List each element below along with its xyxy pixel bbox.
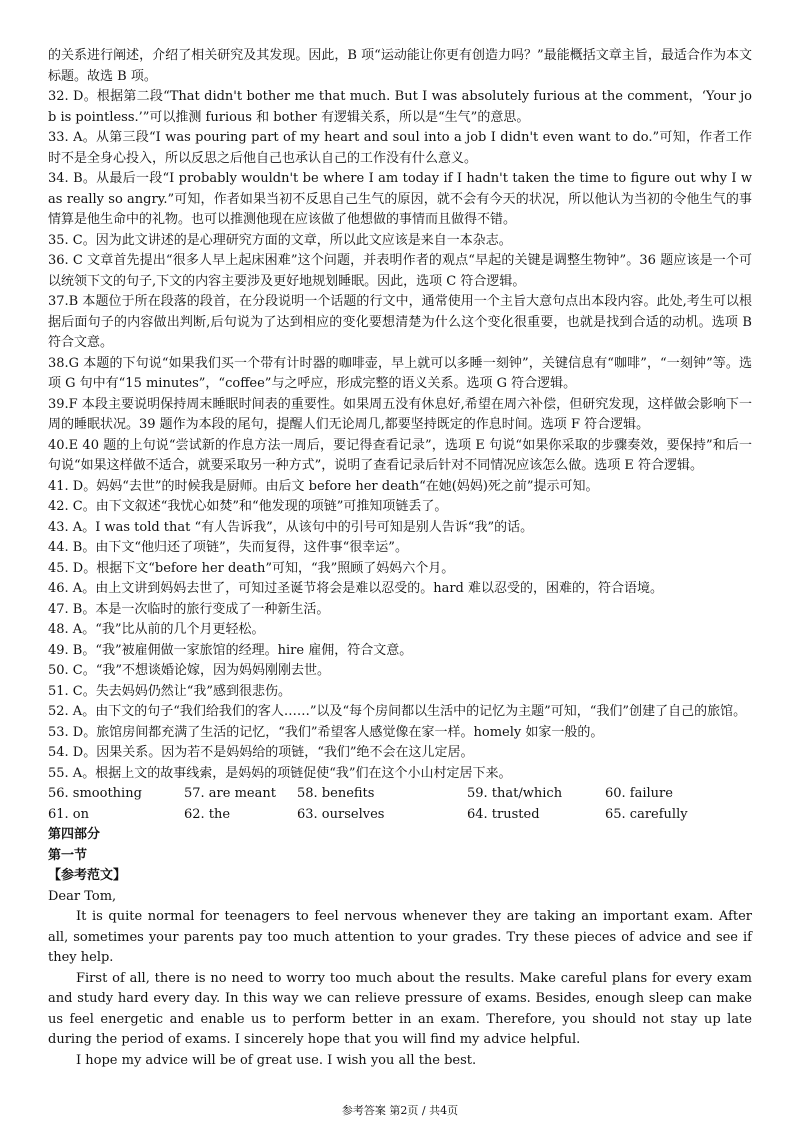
explanation-paragraph: 45. D。根据下文“before her death”可知，“我”照顾了妈妈六个月。 — [48, 560, 455, 576]
answer-63: 63. ourselves — [297, 806, 385, 822]
section-heading: 第一节 — [48, 847, 88, 863]
explanation-paragraph: 51. C。失去妈妈仍然让“我”感到很悲伤。 — [48, 683, 292, 699]
explanation-paragraph: 53. D。旅馆房间都充满了生活的记忆，“我们”希望客人感觉像在家一样。homely 如家一般的。 — [48, 724, 604, 740]
explanation-paragraph: 47. B。本是一次临时的旅行变成了一种新生活。 — [48, 601, 330, 617]
explanation-paragraph: 49. B。“我”被雇佣做一家旅馆的经理。hire 雇佣，符合文意。 — [48, 642, 413, 658]
explanation-paragraph: 39.F 本段主要说明保持周末睡眠时间表的重要性。如果周五没有休息好,希望在周六补偿，但研究发现，这样做会影响下一周的睡眠状况。39 题作为本段的尾句，提醒人们无论周几,都要坚持既定的作息时间。选项 F 符合逻辑。 — [48, 396, 752, 432]
sample-letter — [48, 887, 752, 1072]
part-heading: 第四部分 — [48, 827, 101, 842]
answer-58: 58. benefits — [297, 786, 375, 801]
page-footer: 参考答案 第2页 / 共4页 — [341, 1104, 459, 1117]
explanation-paragraph: 50. C。“我”不想谈婚论嫁，因为妈妈刚刚去世。 — [48, 663, 331, 678]
page-content — [48, 46, 752, 1071]
letter-salutation: Dear Tom, — [48, 888, 117, 904]
explanation-paragraph: 35. C。因为此文讲述的是心理研究方面的文章，所以此文应该是来自一本杂志。 — [48, 232, 512, 248]
explanation-paragraph: 42. C。由下文叙述“我忧心如焚”和“他发现的项链”可推知项链丢了。 — [48, 499, 448, 514]
explanation-paragraph: 37.B 本题位于所在段落的段首，在分段说明一个话题的行文中，通常使用一个主旨大意句点出本段内容。此处,考生可以根据后面句子的内容做出判断,后句说为了达到相应的变化要想清楚为什么这个变化很重要，也就是找到合适的动机。选项 B 符合文意。 — [48, 294, 752, 350]
answer-explanations — [48, 46, 752, 784]
explanation-paragraph: 41. D。妈妈“去世”的时候我是厨师。由后文 before her death“在她(妈妈)死之前”提示可知。 — [48, 478, 599, 494]
explanation-paragraph: 34. B。从最后一段“I probably wouldn't be where I am today if I hadn't taken the time to figure out why I was really so angry.”可知，作者如果当初不反思自己生气的原因，就不会有今天的状况，所以他认为当初的令他生气的事情算是他生命中的礼物。也可以推测他现在应该做了他想做的事情而且做得不错。 — [48, 171, 752, 227]
answer-57: 57. are meant — [184, 786, 276, 801]
explanation-paragraph: 36. C 文章首先提出“很多人早上起床困难”这个问题，并表明作者的观点“早起的关键是调整生物钟”。36 题应该是一个可以统领下文的句子,下文的内容主要涉及更好地规划睡眠。因此，选项 C 符合逻辑。 — [48, 253, 752, 289]
answer-59: 59. that/which — [467, 786, 563, 801]
explanation-paragraph: 的关系进行阐述，介绍了相关研究及其发现。因此，B 项“运动能让你更有创造力吗？”最能概括文章主旨，最适合作为本文标题。故选 B 项。 — [48, 48, 752, 84]
explanation-paragraph: 52. A。由下文的句子“我们给我们的客人……”以及“每个房间都以生活中的记忆为主题”可知，“我们”创建了自己的旅馆。 — [48, 704, 747, 719]
letter-paragraph: I hope my advice will be of great use. I wish you all the best. — [76, 1052, 477, 1068]
answer-60: 60. failure — [605, 786, 673, 801]
sample-essay-heading: 【参考范文】 — [48, 868, 127, 883]
explanation-paragraph: 43. A。I was told that “有人告诉我”，从该句中的引号可知是别人告诉“我”的话。 — [48, 519, 534, 535]
answer-64: 64. trusted — [467, 806, 540, 822]
explanation-paragraph: 48. A。“我”比从前的几个月更轻松。 — [48, 622, 265, 637]
letter-paragraph: First of all, there is no need to worry too much about the results. Make careful plans for every exam and study hard every day. In this way we can relieve pressure of exams. Besides, enough sleep can make us feel energetic and enable us to perform better in an exam. Therefore, you should not stay up late during the period of exams. I sincerely hope that you will find my advice helpful. — [48, 970, 752, 1047]
answer-62: 62. the — [184, 806, 231, 822]
explanation-paragraph: 38.G 本题的下句说“如果我们买一个带有计时器的咖啡壶，早上就可以多睡一刻钟”，关键信息有“咖啡”，“一刻钟”等。选项 G 句中有“15 minutes”，“coffee”与之呼应，形成完整的语义关系。选项 G 符合逻辑。 — [48, 355, 752, 391]
explanation-paragraph: 54. D。因果关系。因为若不是妈妈给的项链，“我们”绝不会在这儿定居。 — [48, 745, 474, 760]
answer-65: 65. carefully — [605, 806, 688, 822]
letter-paragraph: It is quite normal for teenagers to feel nervous whenever they are taking an important exam. After all, sometimes your parents pay too much attention to your grades. Try these pieces of advice and see if they help. — [48, 909, 752, 965]
explanation-paragraph: 33. A。从第三段“I was pouring part of my heart and soul into a job I didn't even want to do.”可知，作者工作时不是全身心投入，所以反思之后他自己也承认自己的工作没有什么意义。 — [48, 130, 752, 166]
grammar-answers-row-2 — [48, 805, 752, 826]
explanation-paragraph: 32. D。根据第二段“That didn't bother me that much. But I was absolutely furious at the comment，‘Your job is pointless.’”可以推测 furious 和 bother 有逻辑关系，所以是“生气”的意思。 — [48, 89, 752, 125]
answer-56: 56. smoothing — [48, 786, 142, 801]
explanation-paragraph: 44. B。由下文“他归还了项链”，失而复得，这件事“很幸运”。 — [48, 540, 408, 555]
explanation-paragraph: 46. A。由上文讲到妈妈去世了，可知过圣诞节将会是难以忍受的。hard 难以忍受的，困难的，符合语境。 — [48, 581, 663, 596]
grammar-answers-row-1 — [48, 784, 752, 805]
answer-61: 61. on — [48, 806, 90, 822]
explanation-paragraph: 55. A。根据上文的故事线索，是妈妈的项链促使“我”们在这个小山村定居下来。 — [48, 765, 512, 781]
explanation-paragraph: 40.E 40 题的上句说“尝试新的作息方法一周后，要记得查看记录”，选项 E 句说“如果你采取的步骤奏效，要保持”和后一句说“如果这样做不适合，就要采取另一种方式”，说明了查看记录后针对不同情况应该怎么做。选项 E 符合逻辑。 — [48, 437, 752, 473]
